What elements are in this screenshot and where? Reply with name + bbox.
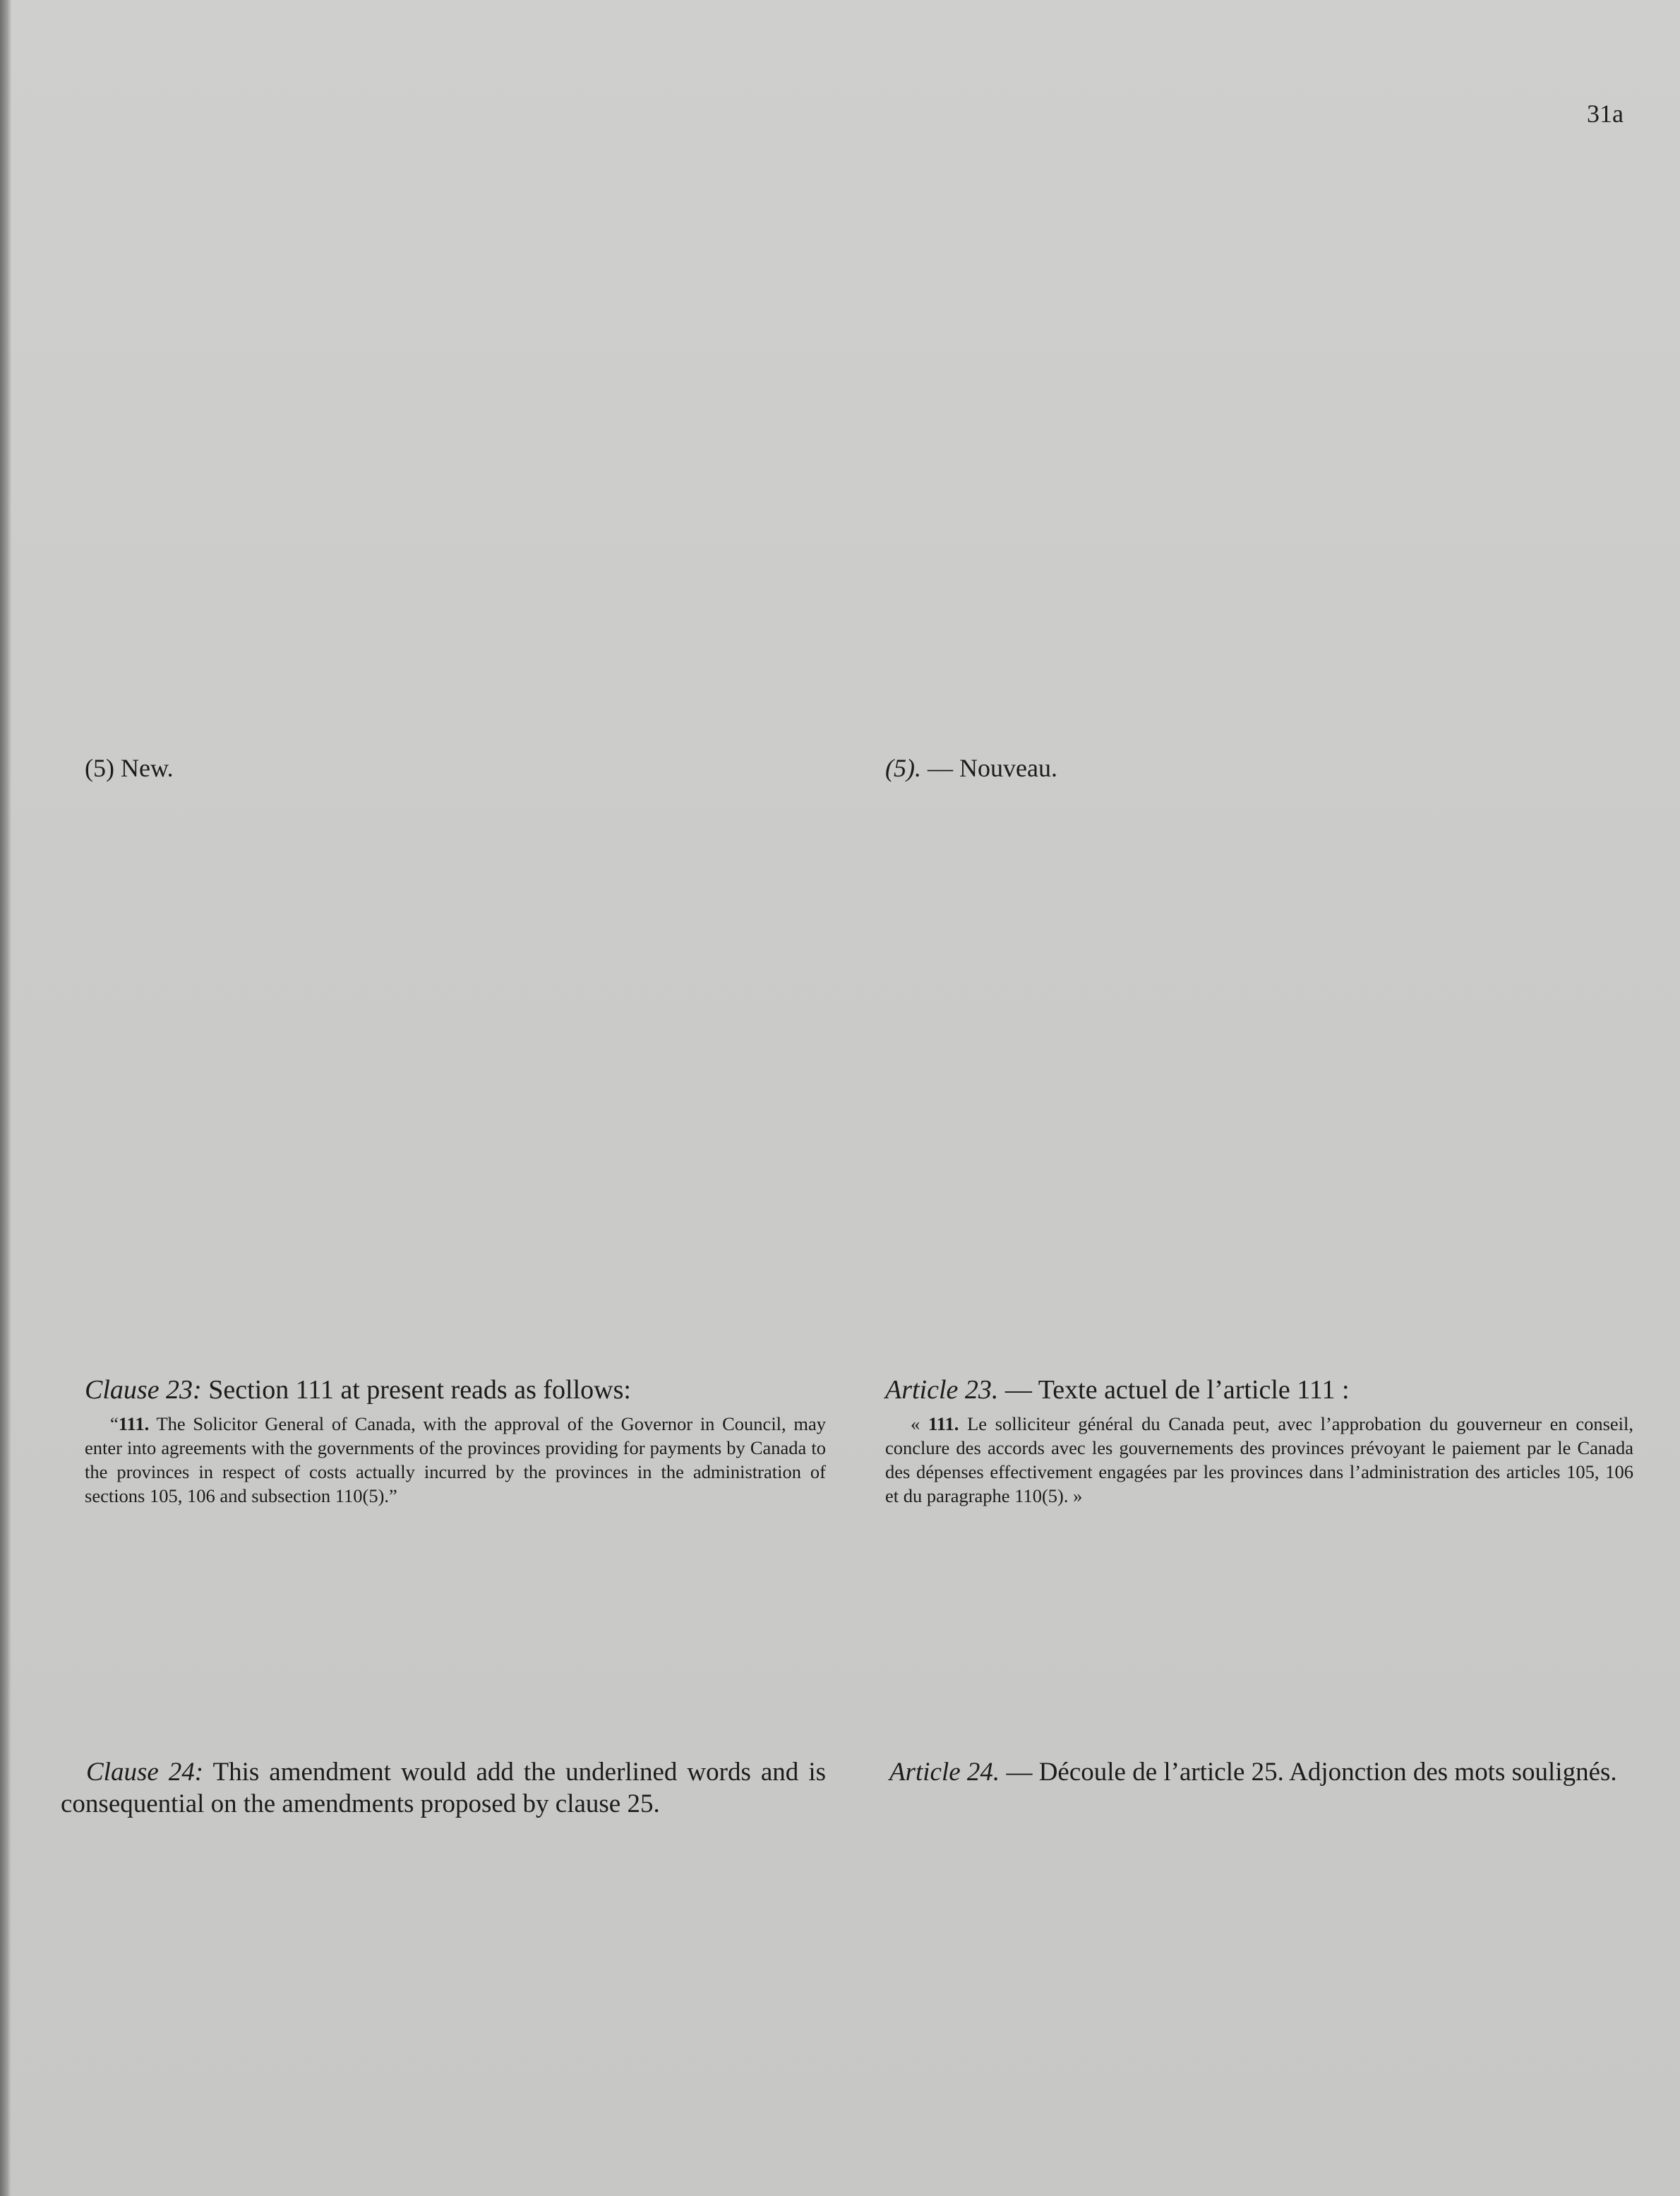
article-23-block [885,1374,1633,1508]
article-23-label: Article 23. [885,1375,999,1405]
clause-24-text: Clause 24: This amendment would add the underlined words and is consequential on the amendments proposed by clause 25. [61,1758,827,1818]
left-new-note [85,752,826,784]
section-111-number: 111. [118,1413,150,1434]
right-new-note [885,752,1655,784]
clause-23-quote: “111. The Solicitor General of Canada, with the approval of the Governor in Council, may enter into agreements with the governments of the provinces providing for payments by Canada to the provinces in respect of costs actually incurred by the provinces in the administration of sections 105, 106 and subsection 110(5).” [85,1413,826,1506]
page-number: 31a [1587,100,1624,128]
article-111-number: 111. [928,1413,959,1434]
article-24-text: Article 24. — Découle de l’article 25. Adjonction des mots soulignés. [889,1758,1617,1787]
new-text-fr: — Nouveau. [920,754,1057,782]
clause-24-block [61,1756,826,1820]
article-24-label: Article 24. [889,1758,1000,1787]
new-label-en: (5) New. [85,754,174,782]
page-binding-edge [0,0,11,2196]
clause-23-block [85,1374,826,1508]
new-label-fr: (5). [885,754,921,782]
article-23-quote: « 111. Le solliciteur général du Canada peut, avec l’approbation du gouverneur en conseil, conclure des accords avec les gouvernements des provinces prévoyant le paiement par le Canada des dépenses effectivement engagées par les provinces dans l’administration des articles 105, 106 et du paragraphe 110(5). » [885,1413,1634,1506]
article-111-text: Le solliciteur général du Canada peut, avec l’approbation du gouverneur en conseil, conclure des accords avec les gouvernements des provinces prévoyant le paiement par le Canada des dépenses effectivement engagées par les provinces dans l’administration des articles 105, 106 et du paragraphe 110(5). » [885,1413,1634,1506]
article-23-heading: — Texte actuel de l’article 111 : [998,1375,1350,1405]
clause-23-label: Clause 23: [85,1375,202,1405]
section-111-text: The Solicitor General of Canada, with the approval of the Governor in Council, may enter into agreements with the governments of the provinces providing for payments by Canada to the provinces in respect of costs actually incurred by the provinces in the administration of sections 105, 106 and subsection 110(5).” [85,1413,826,1506]
clause-23-heading: Section 111 at present reads as follows: [201,1375,631,1405]
article-24-block [864,1756,1633,1788]
clause-24-label: Clause 24: [86,1758,204,1787]
